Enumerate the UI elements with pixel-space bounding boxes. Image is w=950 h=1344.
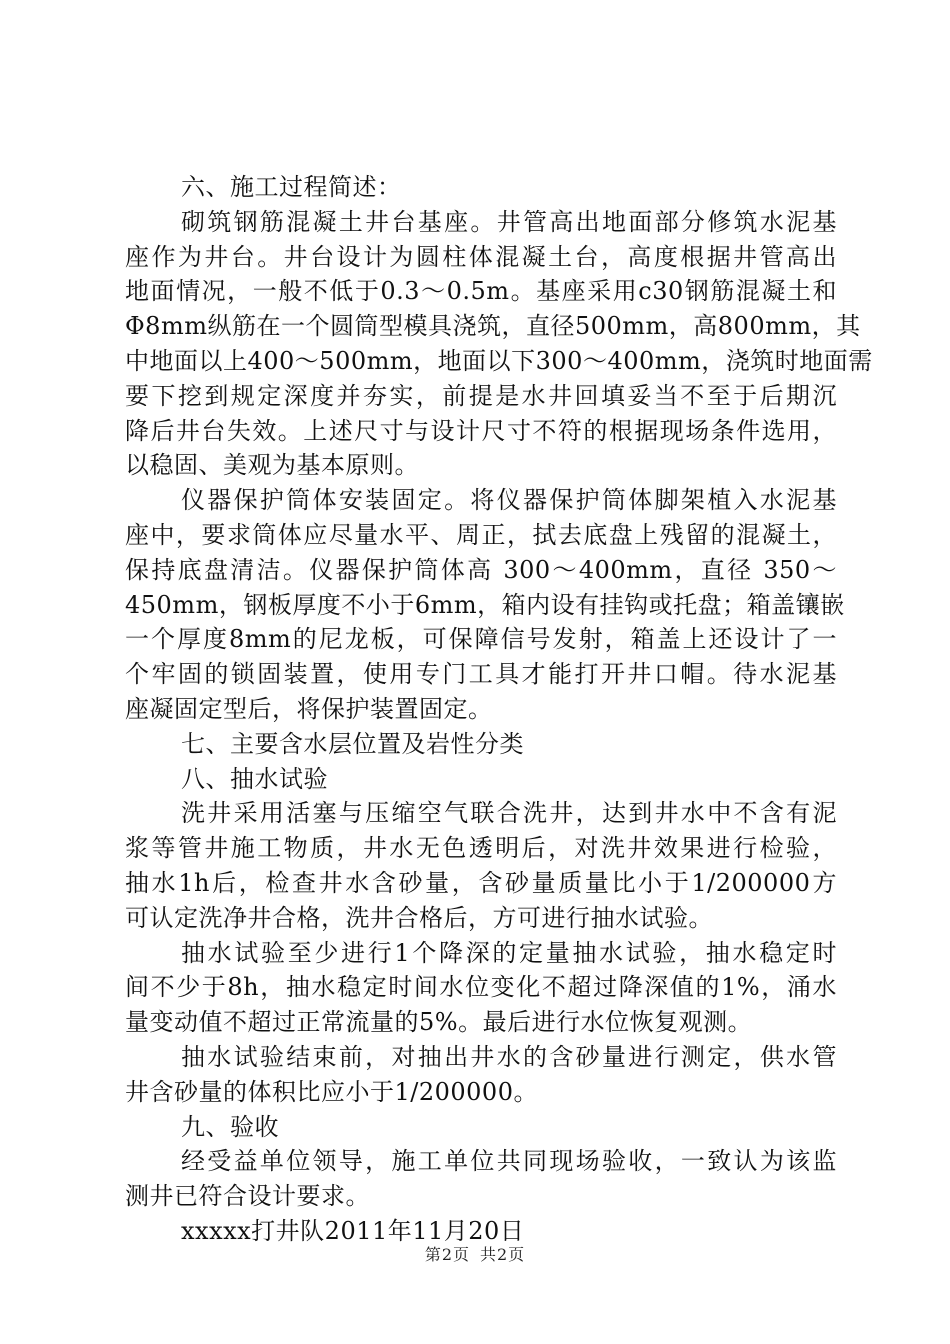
text-line: 八、抽水试验 <box>181 764 328 793</box>
text-line: 中地面以上400～500mm，地面以下300～400mm，浇筑时地面需 <box>125 346 873 375</box>
page-total: 共2页 <box>480 1245 526 1264</box>
text-line: 七、主要含水层位置及岩性分类 <box>181 729 524 758</box>
text-line: 抽水试验至少进行1个降深的定量抽水试验，抽水稳定时 <box>181 938 837 967</box>
text-line: 砌筑钢筋混凝土井台基座。井管高出地面部分修筑水泥基 <box>181 207 837 236</box>
text-line: 间不少于8h，抽水稳定时间水位变化不超过降深值的1%，涌水 <box>125 973 837 1002</box>
text-line: 经受益单位领导，施工单位共同现场验收，一致认为该监 <box>181 1147 837 1176</box>
text-line: 个牢固的锁固装置，使用专门工具才能打开井口帽。待水泥基 <box>125 660 837 689</box>
text-line: 九、验收 <box>181 1112 279 1141</box>
text-line: 洗井采用活塞与压缩空气联合洗井，达到井水中不含有泥 <box>181 799 837 828</box>
text-line: 浆等管井施工物质，井水无色透明后，对洗井效果进行检验， <box>125 834 837 863</box>
page-footer <box>0 1242 950 1265</box>
text-line: 抽水1h后，检查井水含砂量，含砂量质量比小于1/200000方 <box>125 868 837 897</box>
text-line: 仪器保护筒体安装固定。将仪器保护筒体脚架植入水泥基 <box>181 486 837 515</box>
text-line: 井含砂量的体积比应小于1/200000。 <box>125 1077 538 1106</box>
text-line: 一个厚度8mm的尼龙板，可保障信号发射，箱盖上还设计了一 <box>125 625 837 654</box>
text-line: 要下挖到规定深度并夯实，前提是水井回填妥当不至于后期沉 <box>125 381 837 410</box>
text-line: 量变动值不超过正常流量的5%。最后进行水位恢复观测。 <box>125 1008 753 1037</box>
document-body <box>125 170 873 1249</box>
text-line: 以稳固、美观为基本原则。 <box>125 451 419 480</box>
text-line: 抽水试验结束前，对抽出井水的含砂量进行测定，供水管 <box>181 1042 837 1071</box>
text-line: 座凝固定型后，将保护装置固定。 <box>125 694 493 723</box>
page-number: 第2页 <box>424 1245 470 1264</box>
text-line: 测井已符合设计要求。 <box>125 1182 370 1211</box>
text-line: Φ8mm纵筋在一个圆筒型模具浇筑，直径500mm，高800mm，其 <box>125 312 861 341</box>
text-line: 保持底盘清洁。仪器保护筒体高 300～400mm，直径 350～ <box>125 555 837 584</box>
text-line: 六、施工过程简述： <box>181 173 402 201</box>
text-line: 地面情况，一般不低于0.3～0.5m。基座采用c30钢筋混凝土和 <box>125 277 837 306</box>
text-line: 450mm，钢板厚度不小于6mm，箱内设有挂钩或托盘；箱盖镶嵌 <box>125 590 845 619</box>
text-line: xxxxx打井队2011年11月20日 <box>181 1216 525 1245</box>
text-line: 可认定洗净井合格，洗井合格后，方可进行抽水试验。 <box>125 903 713 932</box>
text-line: 座作为井台。井台设计为圆柱体混凝土台，高度根据井管高出 <box>125 242 837 271</box>
text-line: 座中，要求筒体应尽量水平、周正，拭去底盘上残留的混凝土， <box>125 520 837 549</box>
text-line: 降后井台失效。上述尺寸与设计尺寸不符的根据现场条件选用， <box>125 416 837 445</box>
